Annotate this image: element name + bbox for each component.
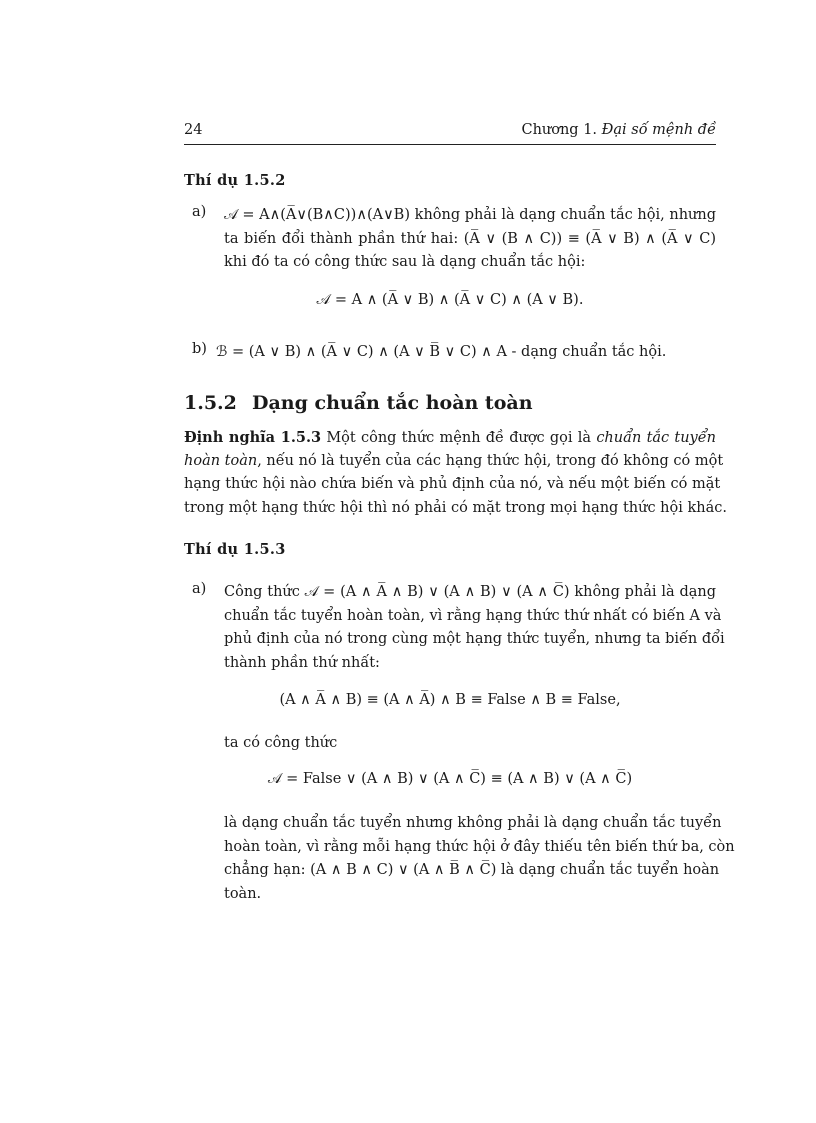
text-line: là dạng chuẩn tắc tuyển nhưng không phải là dạng chuẩn tắc tuyển <box>224 815 722 831</box>
text-line: Công thức 𝒜 = (A ∧ A̅ ∧ B) ∨ (A ∧ B) ∨ (A ∧ C̅) không phải là dạng <box>224 584 716 600</box>
chapter-heading <box>521 122 716 138</box>
example-paragraph <box>224 812 735 906</box>
section-title: Dạng chuẩn tắc hoàn toàn <box>252 392 533 414</box>
item-label: a) <box>192 581 207 597</box>
section-number: 1.5.2 <box>184 392 237 414</box>
definition-line-3: hạng thức hội nào chứa biến và phủ định của nó, và nếu một biến có mặt <box>184 476 721 492</box>
item-body <box>224 204 716 275</box>
text-line: khi đó ta có công thức sau là dạng chuẩn tắc hội: <box>224 254 586 270</box>
definition-term: hoàn toàn <box>184 452 258 469</box>
text-line: toàn. <box>224 885 262 902</box>
chapter-label: Chương 1. <box>521 122 598 138</box>
text-line: thành phần thứ nhất: <box>224 654 380 671</box>
definition-label: Định nghĩa 1.5.3 <box>184 429 322 446</box>
definition-paragraph <box>184 426 727 520</box>
item-label: b) <box>192 341 207 357</box>
text-line: chuẩn tắc tuyển hoàn toàn, vì rằng hạng thức thứ nhất có biến A và <box>224 607 722 624</box>
chapter-title: Đại số mệnh đề <box>601 122 716 138</box>
example-title: Thí dụ 1.5.2 <box>184 172 286 189</box>
display-equation: (A ∧ A̅ ∧ B) ≡ (A ∧ A̅) ∧ B ≡ False ∧ B ≡ False, <box>279 692 621 708</box>
definition-text: Một công thức mệnh đề được gọi là <box>321 430 597 446</box>
text-line: phủ định của nó trong cùng một hạng thức tuyển, nhưng ta biến đổi <box>224 631 725 647</box>
page-number: 24 <box>184 122 203 138</box>
running-header <box>184 122 716 145</box>
definition-text: , nếu nó là tuyển của các hạng thức hội, trong đó không có một <box>257 452 724 469</box>
text-line: chẳng hạn: (A ∧ B ∧ C) ∨ (A ∧ B̅ ∧ C̅) là dạng chuẩn tắc tuyển hoàn <box>224 862 720 878</box>
definition-line-1 <box>184 426 716 450</box>
display-equation: 𝒜 = False ∨ (A ∧ B) ∨ (A ∧ C̅) ≡ (A ∧ B) ∨ (A ∧ C̅) <box>267 771 633 787</box>
definition-term: chuẩn tắc tuyển <box>596 430 717 446</box>
item-body <box>224 581 725 675</box>
text-line: ℬ = (A ∨ B) ∧ (A̅ ∨ C) ∧ (A ∨ B̅ ∨ C) ∧ A - dạng chuẩn tắc hội. <box>216 344 667 360</box>
section-heading <box>184 392 533 414</box>
item-body <box>216 341 708 365</box>
item-label: a) <box>192 204 207 220</box>
display-equation: 𝒜 = A ∧ (A̅ ∨ B) ∧ (A̅ ∨ C) ∧ (A ∨ B). <box>316 292 584 308</box>
text-line: 𝒜 = A∧(A̅∨(B∧C))∧(A∨B) không phải là dạng chuẩn tắc hội, nhưng <box>224 207 716 223</box>
definition-line-2 <box>184 450 724 474</box>
example-title: Thí dụ 1.5.3 <box>184 541 286 558</box>
text-line: ta biến đổi thành phần thứ hai: (A̅ ∨ (B ∧ C)) ≡ (A̅ ∨ B) ∧ (A̅ ∨ C) <box>224 230 716 247</box>
definition-line-4: trong một hạng thức hội thì nó phải có mặt trong mọi hạng thức hội khác. <box>184 499 727 516</box>
text-line: hoàn toàn, vì rằng mỗi hạng thức hội ở đây thiếu tên biến thứ ba, còn <box>224 838 735 855</box>
text-line: ta có công thức <box>224 735 338 751</box>
